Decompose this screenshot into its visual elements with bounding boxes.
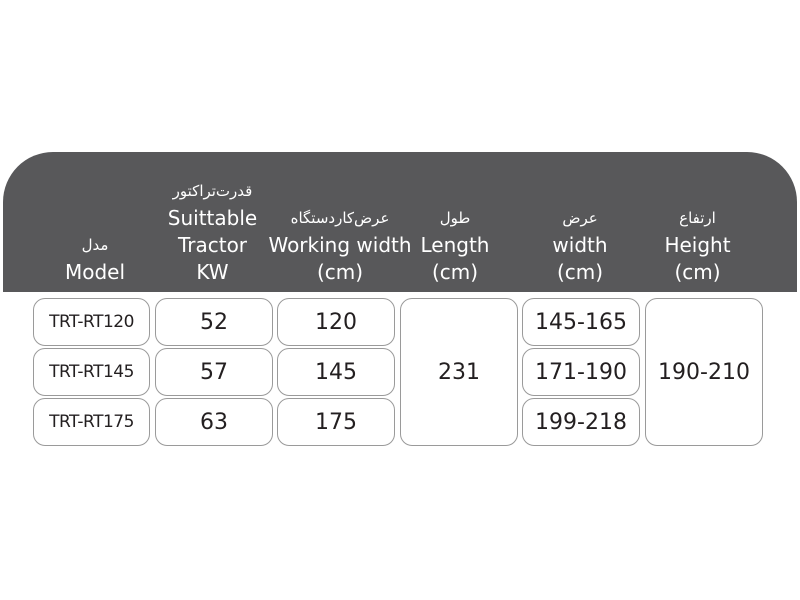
tractor-kw-cell: 63 bbox=[155, 398, 273, 446]
working-width-cell: 120 bbox=[277, 298, 395, 346]
header-model bbox=[35, 152, 155, 292]
working-width-cell: 175 bbox=[277, 398, 395, 446]
header-working-width-en-1: Working width bbox=[268, 233, 412, 257]
model-cell: TRT-RT145 bbox=[33, 348, 150, 396]
header-width-fa: عرض bbox=[562, 209, 598, 227]
tractor-kw-cell: 57 bbox=[155, 348, 273, 396]
header-length-en-1: Length bbox=[420, 233, 490, 257]
header-working-width bbox=[268, 152, 412, 292]
header-model-en: Model bbox=[64, 260, 126, 284]
header-height-en-2: (cm) bbox=[674, 260, 721, 284]
length-cell: 231 bbox=[400, 298, 518, 446]
header-tractor-en-3: KW bbox=[196, 260, 229, 284]
width-cell: 199-218 bbox=[522, 398, 640, 446]
header-width-en-1: width bbox=[552, 233, 608, 257]
header-working-width-en-2: (cm) bbox=[316, 260, 364, 284]
header-tractor-en-2: Tractor bbox=[177, 233, 248, 257]
header-width bbox=[530, 152, 630, 292]
header-model-fa: مدل bbox=[81, 236, 109, 254]
header-height-en-1: Height bbox=[664, 233, 731, 257]
header-length-fa: طول bbox=[439, 209, 471, 227]
width-cell: 171-190 bbox=[522, 348, 640, 396]
header-height-fa: ارتفاع bbox=[679, 209, 716, 227]
header-tractor-en-1: Suittable bbox=[167, 206, 258, 230]
header-tractor-fa: قدرت‌تراکتور bbox=[172, 182, 253, 200]
model-cell: TRT-RT175 bbox=[33, 398, 150, 446]
tractor-kw-cell: 52 bbox=[155, 298, 273, 346]
header-height bbox=[645, 152, 750, 292]
model-cell: TRT-RT120 bbox=[33, 298, 150, 346]
working-width-cell: 145 bbox=[277, 348, 395, 396]
header-width-en-2: (cm) bbox=[556, 260, 604, 284]
height-cell: 190-210 bbox=[645, 298, 763, 446]
width-cell: 145-165 bbox=[522, 298, 640, 346]
header-length bbox=[405, 152, 505, 292]
header-working-width-fa: عرض‌کاردستگاه bbox=[290, 209, 390, 227]
header-length-en-2: (cm) bbox=[431, 260, 479, 284]
header-tractor bbox=[155, 152, 270, 292]
